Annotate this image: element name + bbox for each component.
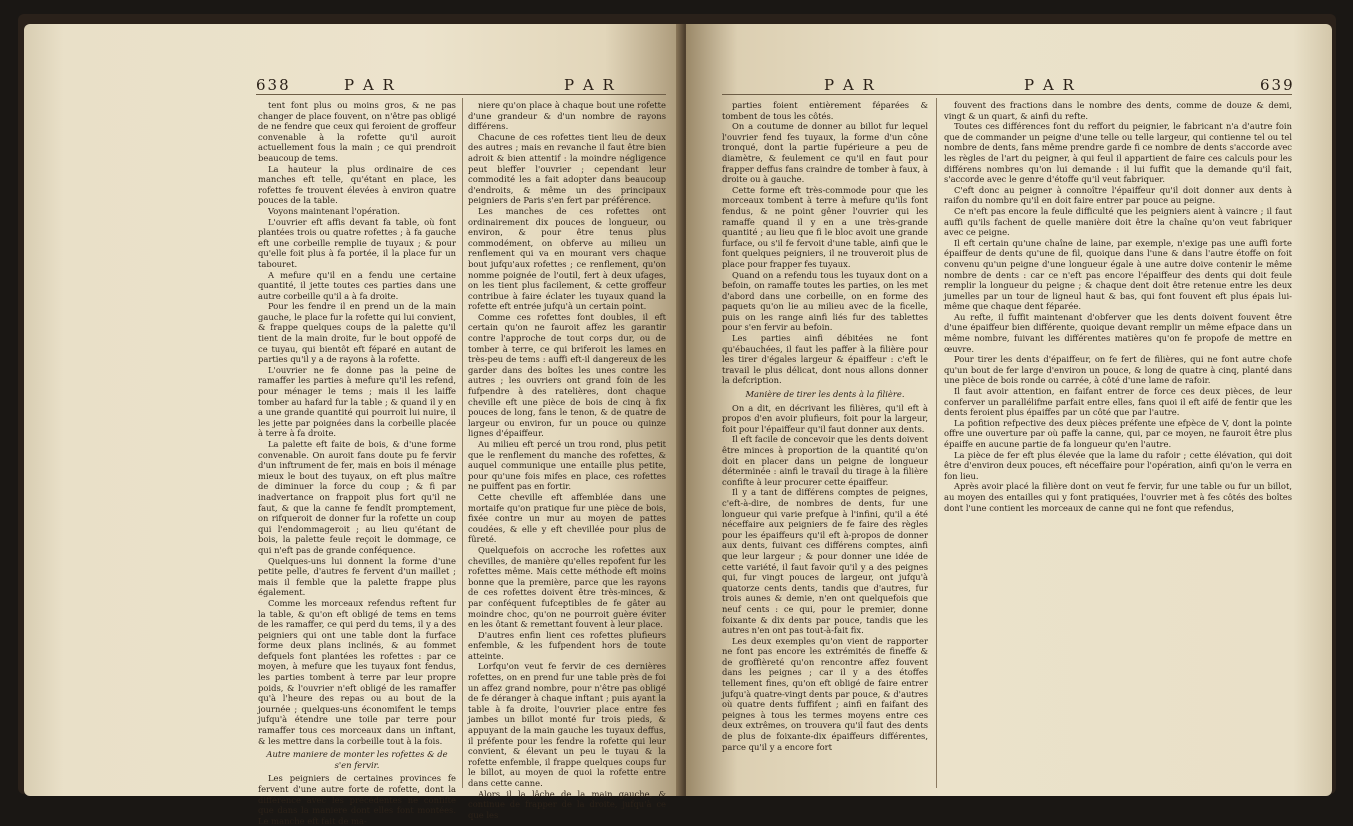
running-head-right-col1: P A R (824, 76, 876, 94)
page-number-right: 639 (1260, 76, 1295, 94)
paragraph: Il eft facile de concevoir que les dents doivent être minces à proportion de la quantité qu'on doit en placer dans un peigne de longueur déterminée : ainfi le travail du tirage à la filière confifte à leur procurer cette épaiffeur. (722, 434, 928, 487)
page-number-left: 638 (256, 76, 291, 94)
column-rule-right (936, 98, 937, 788)
paragraph: On a coutume de donner au billot fur lequel l'ouvrier fend fes tuyaux, la forme d'un cône tronqué, dont la partie fupérieure a peu de diamètre, & feulement ce qu'il en faut pour frapper deffus fans craindre de tomber à faux, à droite ou à gauche. (722, 121, 928, 185)
left-column-2 (468, 100, 666, 820)
running-head-left-col1: P A R (344, 76, 396, 94)
paragraph: parties foient entièrement féparées & tombent de tous les côtés. (722, 100, 928, 121)
paragraph: tent font plus ou moins gros, & ne pas changer de place fouvent, on n'être pas obligé de ne fendre que ceux qui feroient de groffeur convenable à la rofette qu'il auroit actuellement fous la main ; ce qui prendroit beaucoup de tems. (258, 100, 456, 163)
left-page (24, 24, 684, 826)
right-page (686, 24, 1332, 796)
paragraph: Ce n'eft pas encore la feule difficulté que les peigniers aient à vaincre ; il faut auffi qu'ils fachent de quelle manière doit être la chaîne qu'on veut fabriquer avec ce peigne. (944, 205, 1292, 238)
subheading-left: Autre maniere de monter les rofettes & de s'en fervir. (266, 749, 448, 770)
paragraph: Il eft certain qu'une chaîne de laine, par exemple, n'exige pas une auffi forte épaiffeur de dents qu'une de fil, quoique dans l'une & dans l'autre étoffe on foit convenu qu'un peigne d'une longueur égale à une autre doive contenir le même nombre de dents : car ce n'eft pas encore l'épaiffeur des dents qui doit feule remplir la longueur du peigne ; & chaque dent doit être retenue entre les deux jumelles par un tour de ligneul haut & bas, qui font fouvent eft plus épais lui-même que chaque dent féparée. (944, 237, 1292, 312)
open-book (18, 14, 1336, 826)
paragraph: Comme ces rofettes font doubles, il eft certain qu'on ne fauroit affez les garantir contre l'approche de tout corps dur, ou de tomber à terre, ce qui briferoit les lames en très-peu de tems : auffi eft-il dangereux de les garder dans des boîtes les unes contre les autres ; les ouvriers ont grand foin de les fufpendre à des ratelières, dont chaque cheville eft une pièce de bois de cinq à fix pouces de long, fans le tenon, & de quatre de largeur ou environ, fur un pouce ou quinze lignes d'épaiffeur. (468, 311, 666, 439)
column-rule-left (462, 98, 463, 788)
paragraph: Les peigniers de certaines provinces fe fervent d'une autre forte de rofette, dont la différence avec les précédentes ne confifte que dans la maniere dont elles font montées. Le manche eft fait de ma- (258, 773, 456, 826)
paragraph: La pofition refpective des deux pièces préfente une efpèce de V, dont la pointe offre une ouverture par où paffe la canne, qui, par ce moyen, ne fauroit être plus épaiffe en aucune partie de fa longueur qu'en l'autre. (944, 417, 1292, 449)
paragraph: fouvent des fractions dans le nombre des dents, comme de douze & demi, vingt & un quart, & ainfi du refte. (944, 100, 1292, 121)
paragraph: Voyons maintenant l'opération. (268, 205, 401, 216)
paragraph: Alors il la lâche de la main gauche, & continue de frapper de la droite, jufqu'à ce que les (468, 788, 666, 820)
paragraph: C'eft donc au peigner à connoître l'épaiffeur qu'il doit donner aux dents à raifon du nombre qu'il en doit faire entrer par pouce au peigne. (944, 184, 1292, 206)
paragraph: Pour les fendre il en prend un de la main gauche, le place fur la rofette qui lui convient, & frappe quelques coups de la palette qu'il tient de la main droite, fur le bout oppofé de ce tuyau, qui bientôt eft féparé en autant de parties qu'il y a de rayons à la rofette. (258, 301, 456, 365)
paragraph: D'autres enfin lient ces rofettes plufieurs enfemble, & les fufpendent hors de toute atteinte. (468, 629, 666, 661)
header-rule-right (722, 94, 1292, 95)
header-rule-left (256, 94, 666, 95)
right-column-1 (722, 100, 928, 790)
paragraph: Chacune de ces rofettes tient lieu de deux des autres ; mais en revanche il faut être bien adroit & bien attentif : la moindre négligence peut bleffer l'ouvrier ; cependant leur commodité les a fait adopter dans beaucoup d'endroits, & même un des principaux peigniers de Paris s'en fert par préférence. (468, 131, 666, 206)
paragraph: Au milieu eft percé un trou rond, plus petit que le renflement du manche des rofettes, & auquel communique une entaille plus petite, pour qu'une fois mifes en place, ces rofettes ne puiffent pas en fortir. (468, 439, 666, 492)
paragraph: Pour tirer les dents d'épaiffeur, on fe fert de filières, qui ne font autre chofe qu'un bout de fer large d'environ un pouce, & long de quatre à cinq, planté dans une pièce de bois ronde ou carrée, à côté d'une lame de rafoir. (944, 354, 1292, 386)
paragraph: niere qu'on place à chaque bout une rofette d'une grandeur & d'un nombre de rayons différens. (468, 100, 666, 132)
paragraph: L'ouvrier eft affis devant fa table, où font plantées trois ou quatre rofettes ; à fa gauche eft une corbeille remplie de tuyaux ; & pour qu'elle foit plus à fa portée, il la place fur un tabouret. (258, 216, 456, 269)
paragraph: Comme les morceaux refendus reftent fur la table, & qu'on eft obligé de tems en tems de les ramaffer, ce qui perd du tems, il y a des peigniers qui ont une table dont la furface forme deux plans inclinés, & au fommet defquels font plantées les rofettes : par ce moyen, à mefure que les tuyaux font fendus, les parties tombent à terre par leur propre poids, & l'ouvrier n'eft obligé de les ramaffer qu'à l'heure des repas ou au bout de la journée ; quelques-uns économifent le temps jufqu'à étendre une toile par terre pour ramaffer tous ces morceaux dans un inftant, & les mettre dans la corbeille tout à la fois. (258, 597, 456, 746)
paragraph: Cette cheville eft affemblée dans une mortaife qu'on pratique fur une pièce de bois, fixée contre un mur au moyen de pattes coudées, & elle y eft chevillée pour plus de fûreté. (468, 491, 666, 545)
paragraph: La pièce de fer eft plus élevée que la lame du rafoir ; cette élévation, qui doit être d'environ deux pouces, eft néceffaire pour l'opération, ainfi qu'on le verra en fon lieu. (944, 449, 1292, 481)
paragraph: Au refte, il fuffit maintenant d'obferver que les dents doivent fouvent être d'une épaiffeur bien différente, quoique devant remplir un même efpace dans un même nombre, fuivant les différentes matières qu'on fe propofe de mettre en œuvre. (944, 311, 1292, 354)
paragraph: On a dit, en décrivant les filières, qu'il eft à propos d'en avoir plufieurs, foit pour la largeur, foit pour l'épaiffeur qu'il faut donner aux dents. (722, 402, 928, 434)
paragraph: Cette forme eft très-commode pour que les morceaux tombent à terre à mefure qu'ils font fendus, & ne point gêner l'ouvrier qui les ramaffe quand il y en a une très-grande quantité ; au lieu que fi le bloc avoit une grande furface, ou s'il fe fervoit d'une table, ainfi que le font quelques peigniers, il ne trouveroit plus de place pour frapper fes tuyaux. (722, 184, 928, 269)
paragraph: Quelquefois on accroche les rofettes aux chevilles, de manière qu'elles repofent fur les rofettes même. Mais cette méthode eft moins bonne que la première, parce que les rayons de ces rofettes doivent être très-minces, & par conféquent fufceptibles de fe gâter au moindre choc, qu'on ne pourroit guère éviter en les ôtant & remettant fouvent à leur place. (468, 544, 666, 630)
paragraph: Il faut avoir attention, en faifant entrer de force ces deux pièces, de leur conferver un parallélifme parfait entre elles, fans quoi il eft aifé de fentir que les dents feroient plus épaiffes par un côté que par l'autre. (944, 386, 1292, 418)
paragraph: Les parties ainfi débitées ne font qu'ébauchées, il faut les paffer à la filière pour les tirer d'égales largeur & épaiffeur : c'eft le travail le plus délicat, dont nous allons donner la defcription. (722, 333, 928, 386)
running-head-left-col2: P A R (564, 76, 616, 94)
paragraph: Quelques-uns lui donnent la forme d'une petite pelle, d'autres fe fervent d'un maillet ; mais il femble que la palette frappe plus également. (258, 555, 456, 598)
paragraph: A mefure qu'il en a fendu une certaine quantité, il jette toutes ces parties dans une autre corbeille qu'il a à fa droite. (258, 269, 456, 301)
running-head-right-col2: P A R (1024, 76, 1076, 94)
paragraph: Quand on a refendu tous les tuyaux dont on a befoin, on ramaffe toutes les parties, on les met d'abord dans une corbeille, on en forme des paquets qu'on lie au milieu avec de la ficelle, puis on les range ainfi liés fur des tablettes pour s'en fervir au befoin. (722, 269, 928, 333)
paragraph: La hauteur la plus ordinaire de ces manches eft telle, qu'étant en place, les rofettes fe trouvent élevées à environ quatre pouces de la table. (258, 163, 456, 206)
paragraph: Les manches de ces rofettes ont ordinairement dix pouces de longueur, ou environ, & pour être tenus plus commodément, on obferve au milieu un renflement qui va en mourant vers chaque bout jufqu'aux rofettes ; ce renflement, qu'on nomme poignée de l'outil, fert à deux ufages, on les tient plus facilement, & cette groffeur contribue à faire éclater les tuyaux quand la rofette eft entrée jufqu'à un certain point. (468, 205, 666, 312)
paragraph: Lorfqu'on veut fe fervir de ces dernières rofettes, on en prend fur une table près de foi un affez grand nombre, pour n'être pas obligé de fe déranger à chaque inftant ; puis ayant la table à fa droite, l'ouvrier place entre fes jambes un billot monté fur trois pieds, & appuyant de la main gauche les tuyaux deffus, il préfente pour les fendre la rofette qui leur convient, & élevant un peu le tuyau & la rofette enfemble, il frappe quelques coups fur le billot, au moyen de quoi la rofette entre dans cette canne. (468, 661, 666, 788)
paragraph: Les deux exemples qu'on vient de rapporter ne font pas encore les extrémités de fineffe & de groffièreté qu'on rencontre affez fouvent dans les peignes ; car il y a des étoffes tellement fines, qu'on eft obligé de faire entrer jufqu'à quatre-vingt dents par pouce, & d'autres où quatre dents fuffifent ; ainfi en faifant des peignes à tous les termes moyens entre ces deux extrêmes, on trouvera qu'il faut des dents de plus de foixante-dix épaiffeurs différentes, parce qu'il y a encore fort (722, 635, 928, 752)
paragraph: Toutes ces différences font du reffort du peignier, le fabricant n'a d'autre foin que de commander un peigne d'une telle ou telle largeur, qui contienne tel ou tel nombre de dents, fans même prendre garde fi ce nombre de dents s'accorde avec les règles de l'art du peigner, à qui feul il appartient de faire ces calculs pour les différens nombres qu'on lui demande : il lui fuffit que la demande qu'il fait, s'accorde avec le genre d'étoffe qu'il veut fabriquer. (944, 121, 1292, 185)
paragraph: Après avoir placé la filière dont on veut fe fervir, fur une table ou fur un billot, au moyen des entailles qui y font pratiquées, l'ouvrier met à fes côtés des boîtes dont l'une contient les morceaux de canne qui ne font que refendus, (944, 481, 1292, 513)
subheading-right: Manière de tirer les dents à la filière. (745, 389, 905, 400)
left-column-1 (258, 100, 456, 826)
right-column-2 (944, 100, 1292, 790)
paragraph: L'ouvrier ne fe donne pas la peine de ramaffer les parties à mefure qu'il les refend, pour ménager le tems ; mais il les laiffe tomber au hafard fur la table ; & quand il y en a une grande quantité qui pourroit lui nuire, il les jette par poignées dans la corbeille placée à terre à fa droite. (258, 364, 456, 439)
paragraph: Il y a tant de différens comptes de peignes, c'eft-à-dire, de nombres de dents, fur une longueur qui varie prefque à l'infini, qu'il a été néceffaire aux peigniers de fe faire des règles pour les épaiffeurs qu'il eft à-propos de donner aux dents, fuivant ces différens comptes, ainfi que leur largeur ; & pour donner une idée de cette variété, il faut favoir qu'il y a des peignes qui, fur vingt pouces de largeur, ont jufqu'à quatorze cents dents, tandis que d'autres, fur trois aunes & demie, n'en ont quelquefois que neuf cents : ce qui, pour le premier, donne foixante & dix dents par pouce, tandis que les autres n'en ont pas tout-à-fait fix. (722, 487, 928, 636)
paragraph: La palette eft faite de bois, & d'une forme convenable. On auroit fans doute pu fe fervir d'un inftrument de fer, mais en bois il ménage mieux le bout des tuyaux, on eft plus maître de diminuer la force du coup ; & fi par inadvertance on frappoit plus fort qu'il ne faut, & que la canne fe fendît promptement, on rifqueroit de donner fur la rofette un coup qui l'endommageroit ; au lieu qu'étant de bois, la palette feule reçoit le dommage, ce qui n'eft pas de grande conféquence. (258, 439, 456, 555)
